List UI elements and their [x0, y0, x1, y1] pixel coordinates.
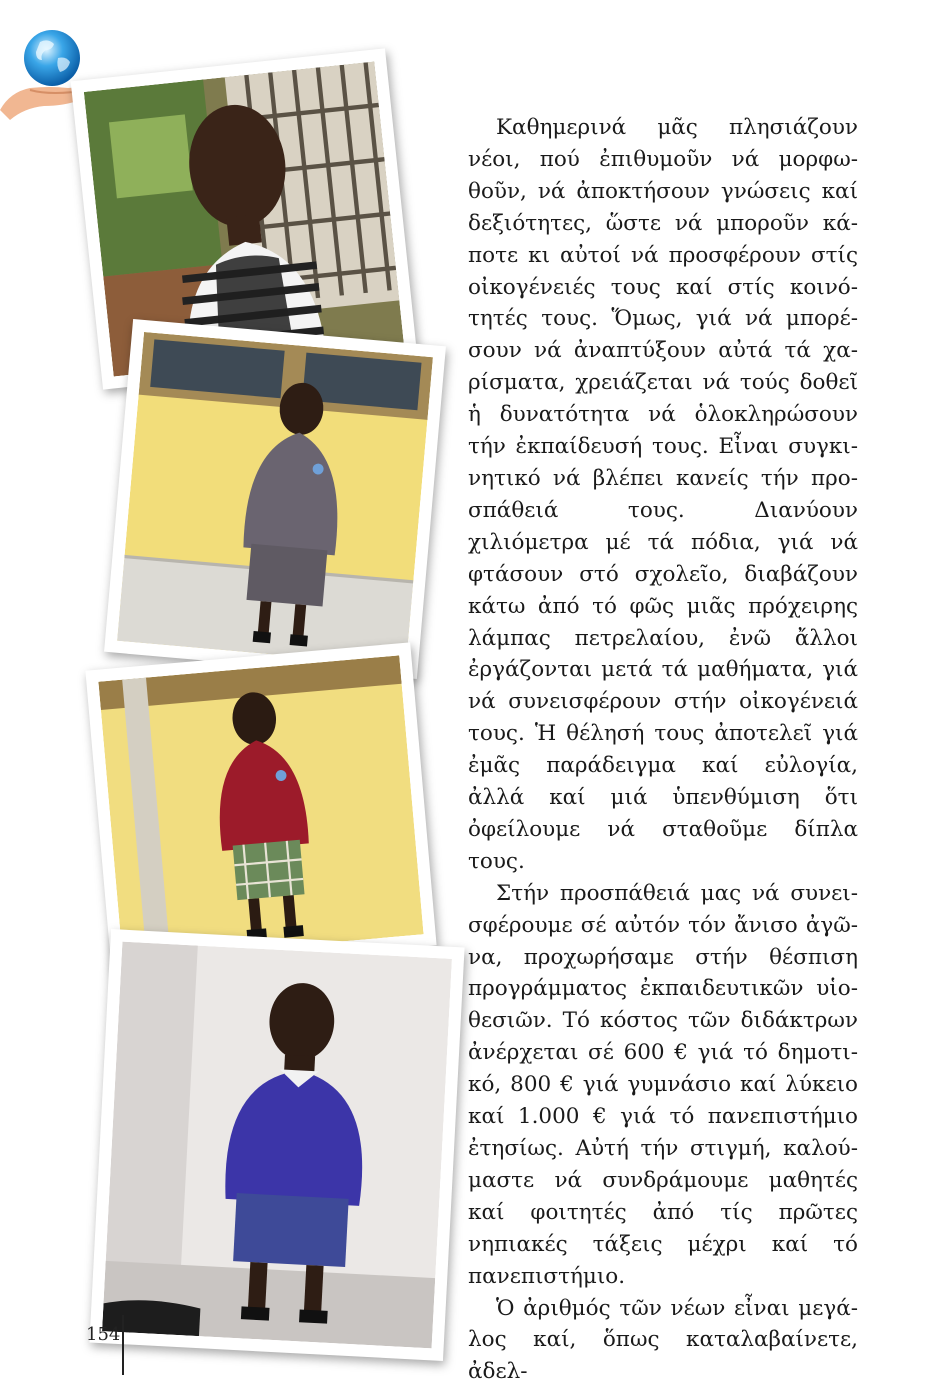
photo-child-blue-sweater: [89, 929, 464, 1361]
page-number: 154: [86, 1324, 121, 1345]
paragraph-1: Καθημερινά μᾶς πλησιάζουν νέοι, πού ἐπιθυμοῦν νά μορφωθοῦν, νά ἀποκτήσουν γνώσεις καί δεξιότητες, ὥστε νά μποροῦν κάποτε κι αὐτοί νά προσφέρουν στίς οἰκογένειές τους καί στίς κοινότητές τους. Ὅμως, γιά νά μπορέσουν νά ἀναπτύξουν αὐτά τά χαρίσματα, χρειάζεται νά τούς δοθεῖ ἡ δυνατότητα νά ὁλοκληρώσουν τήν ἐκπαίδευσή τους. Εἶναι συγκινητικό νά βλέπει κανείς τήν προσπάθειά τους. Διανύουν χιλιόμετρα μέ τά πόδια, γιά νά φτάσουν στό σχολεῖο, διαβάζουν κάτω ἀπό τό φῶς μιᾶς πρόχειρης λάμπας πετρελαίου, ἐνῶ ἄλλοι ἐργάζονται μετά τά μαθήματα, γιά νά συνεισφέρουν στήν οἰκογένειά τους. Ἡ θέλησή τους ἀποτελεῖ γιά ἐμᾶς παράδειγμα καί εὐλογία, ἀλλά καί μιά ὑπενθύμιση ὅτι ὀφείλουμε νά σταθοῦμε δίπλα τους.: [468, 115, 858, 874]
paragraph-2: Στήν προσπάθειά μας νά συνεισφέρουμε σέ αὐτόν τόν ἄνισο ἀγῶνα, προχωρήσαμε στήν θέσπιση προγράμματος ἐκπαιδευτικῶν υἱοθεσιῶν. Τό κόστος τῶν διδάκτρων ἀνέρχεται σέ 600 € γιά τό δημοτικό, 800 € γιά γυμνάσιο καί λύκειο καί 1.000 € γιά τό πανεπιστήμιο ἐτησίως. Αὐτή τήν στιγμή, καλούμαστε νά συνδράμουμε μαθητές καί φοιτητές ἀπό τίς πρῶτες νηπιακές τάξεις μέχρι καί τό πανεπιστήμιο.: [468, 880, 858, 1289]
page-number-rule: [122, 1315, 124, 1375]
article-body: [468, 112, 858, 1388]
photo-child-gray-sweater: [104, 319, 446, 679]
paragraph-3: Ὁ ἀριθμός τῶν νέων εἶναι μεγάλος καί, ὅπως καταλαβαίνετε, ἀδελ-: [468, 1295, 858, 1385]
photo-child-red-sweater: [85, 642, 436, 973]
